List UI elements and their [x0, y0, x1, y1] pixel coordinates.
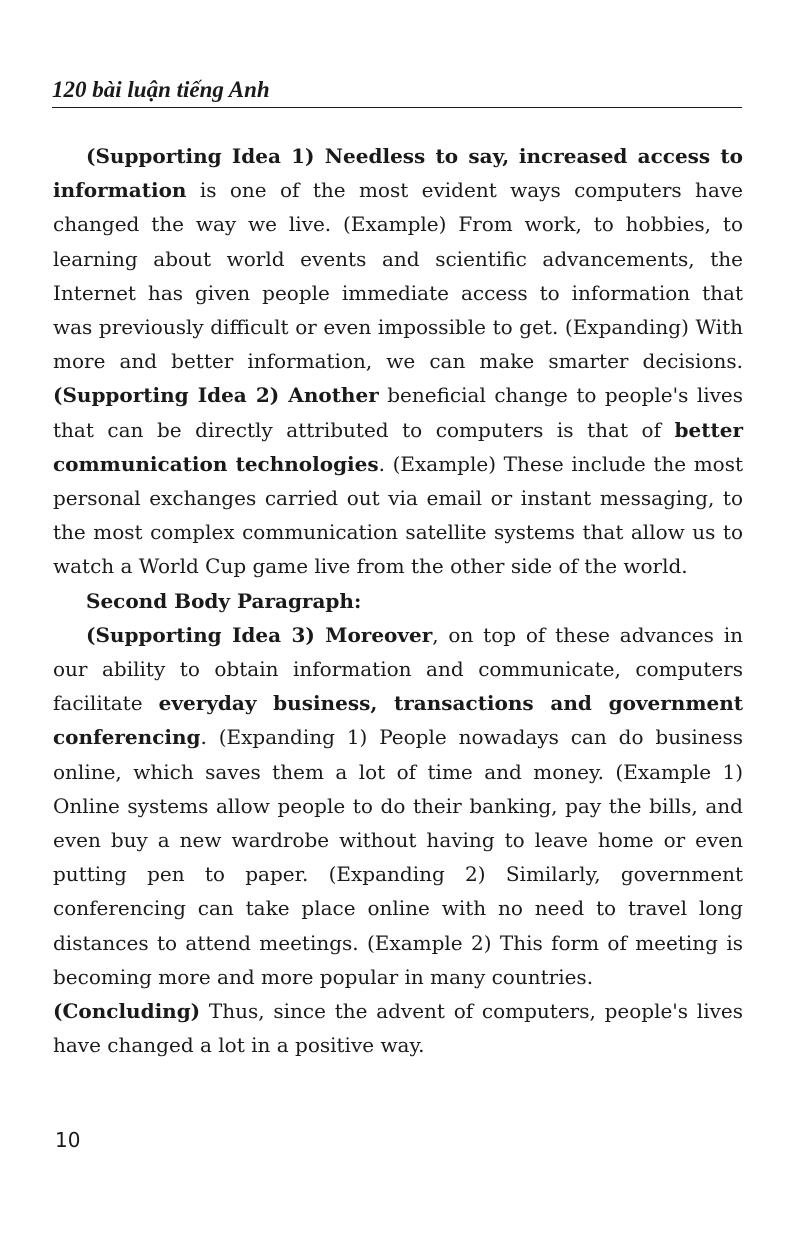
header-rule	[52, 107, 742, 108]
paragraph-supporting-ideas-1-2	[53, 139, 743, 584]
body-text	[53, 139, 743, 1062]
concluding-text: Thus, since the advent of computers, people's lives have changed a lot in a positive way.	[53, 999, 743, 1058]
paragraph1-text-2: beneficial change to people's lives that can be directly attributed to computers is that of	[53, 383, 744, 442]
second-body-heading: Second Body Paragraph:	[86, 588, 362, 613]
paragraph2-text-2: . (Expanding 1) People nowadays can do business online, which saves them a lot of time and money. (Example 1) Online systems allow people to do their banking, pay the bills, and even buy a new wardrobe without having to leave home or even putting pen to paper. (Expanding 2) Similarly, government conferencing can take place online with no need to travel long distances to attend meetings. (Example 2) This form of meeting is becoming more and more popular in many countries.	[53, 725, 743, 989]
paragraph2-text: , on top of these advances in our ability to obtain information and communicate, computers facilitate	[53, 622, 743, 716]
paragraph-concluding	[53, 994, 743, 1062]
paragraph-supporting-idea-3	[53, 618, 743, 994]
supporting-idea-3-label: (Supporting Idea 3) Moreover	[86, 622, 433, 647]
page-number: 10	[55, 1128, 81, 1152]
supporting-idea-1-key-phrase: increased access to information	[53, 144, 743, 203]
paragraph1-text-3: . (Example) These include the most personal exchanges carried out via email or instant messaging, to the most complex communication satellite systems that allow us to watch a World Cup game live from the other side of the world.	[53, 451, 744, 579]
supporting-idea-2-key-phrase: better communication technologies	[53, 417, 743, 476]
supporting-idea-3-key-phrase: everyday business, transactions and government conferencing	[53, 691, 743, 750]
supporting-idea-2-label: (Supporting Idea 2) Another	[53, 383, 379, 408]
paragraph1-text: is one of the most evident ways computers have changed the way we live. (Example) From work, to hobbies, to learning about world events and scientific advancements, the Internet has given people immediate access to information that was previously difficult or even impossible to get. (Expanding) With more and better information, we can make smarter decisions.	[53, 178, 743, 374]
running-header: 120 bài luận tiếng Anh	[52, 77, 270, 102]
concluding-label: (Concluding)	[53, 999, 201, 1024]
supporting-idea-1-label: (Supporting Idea 1) Needless to say,	[86, 144, 510, 168]
